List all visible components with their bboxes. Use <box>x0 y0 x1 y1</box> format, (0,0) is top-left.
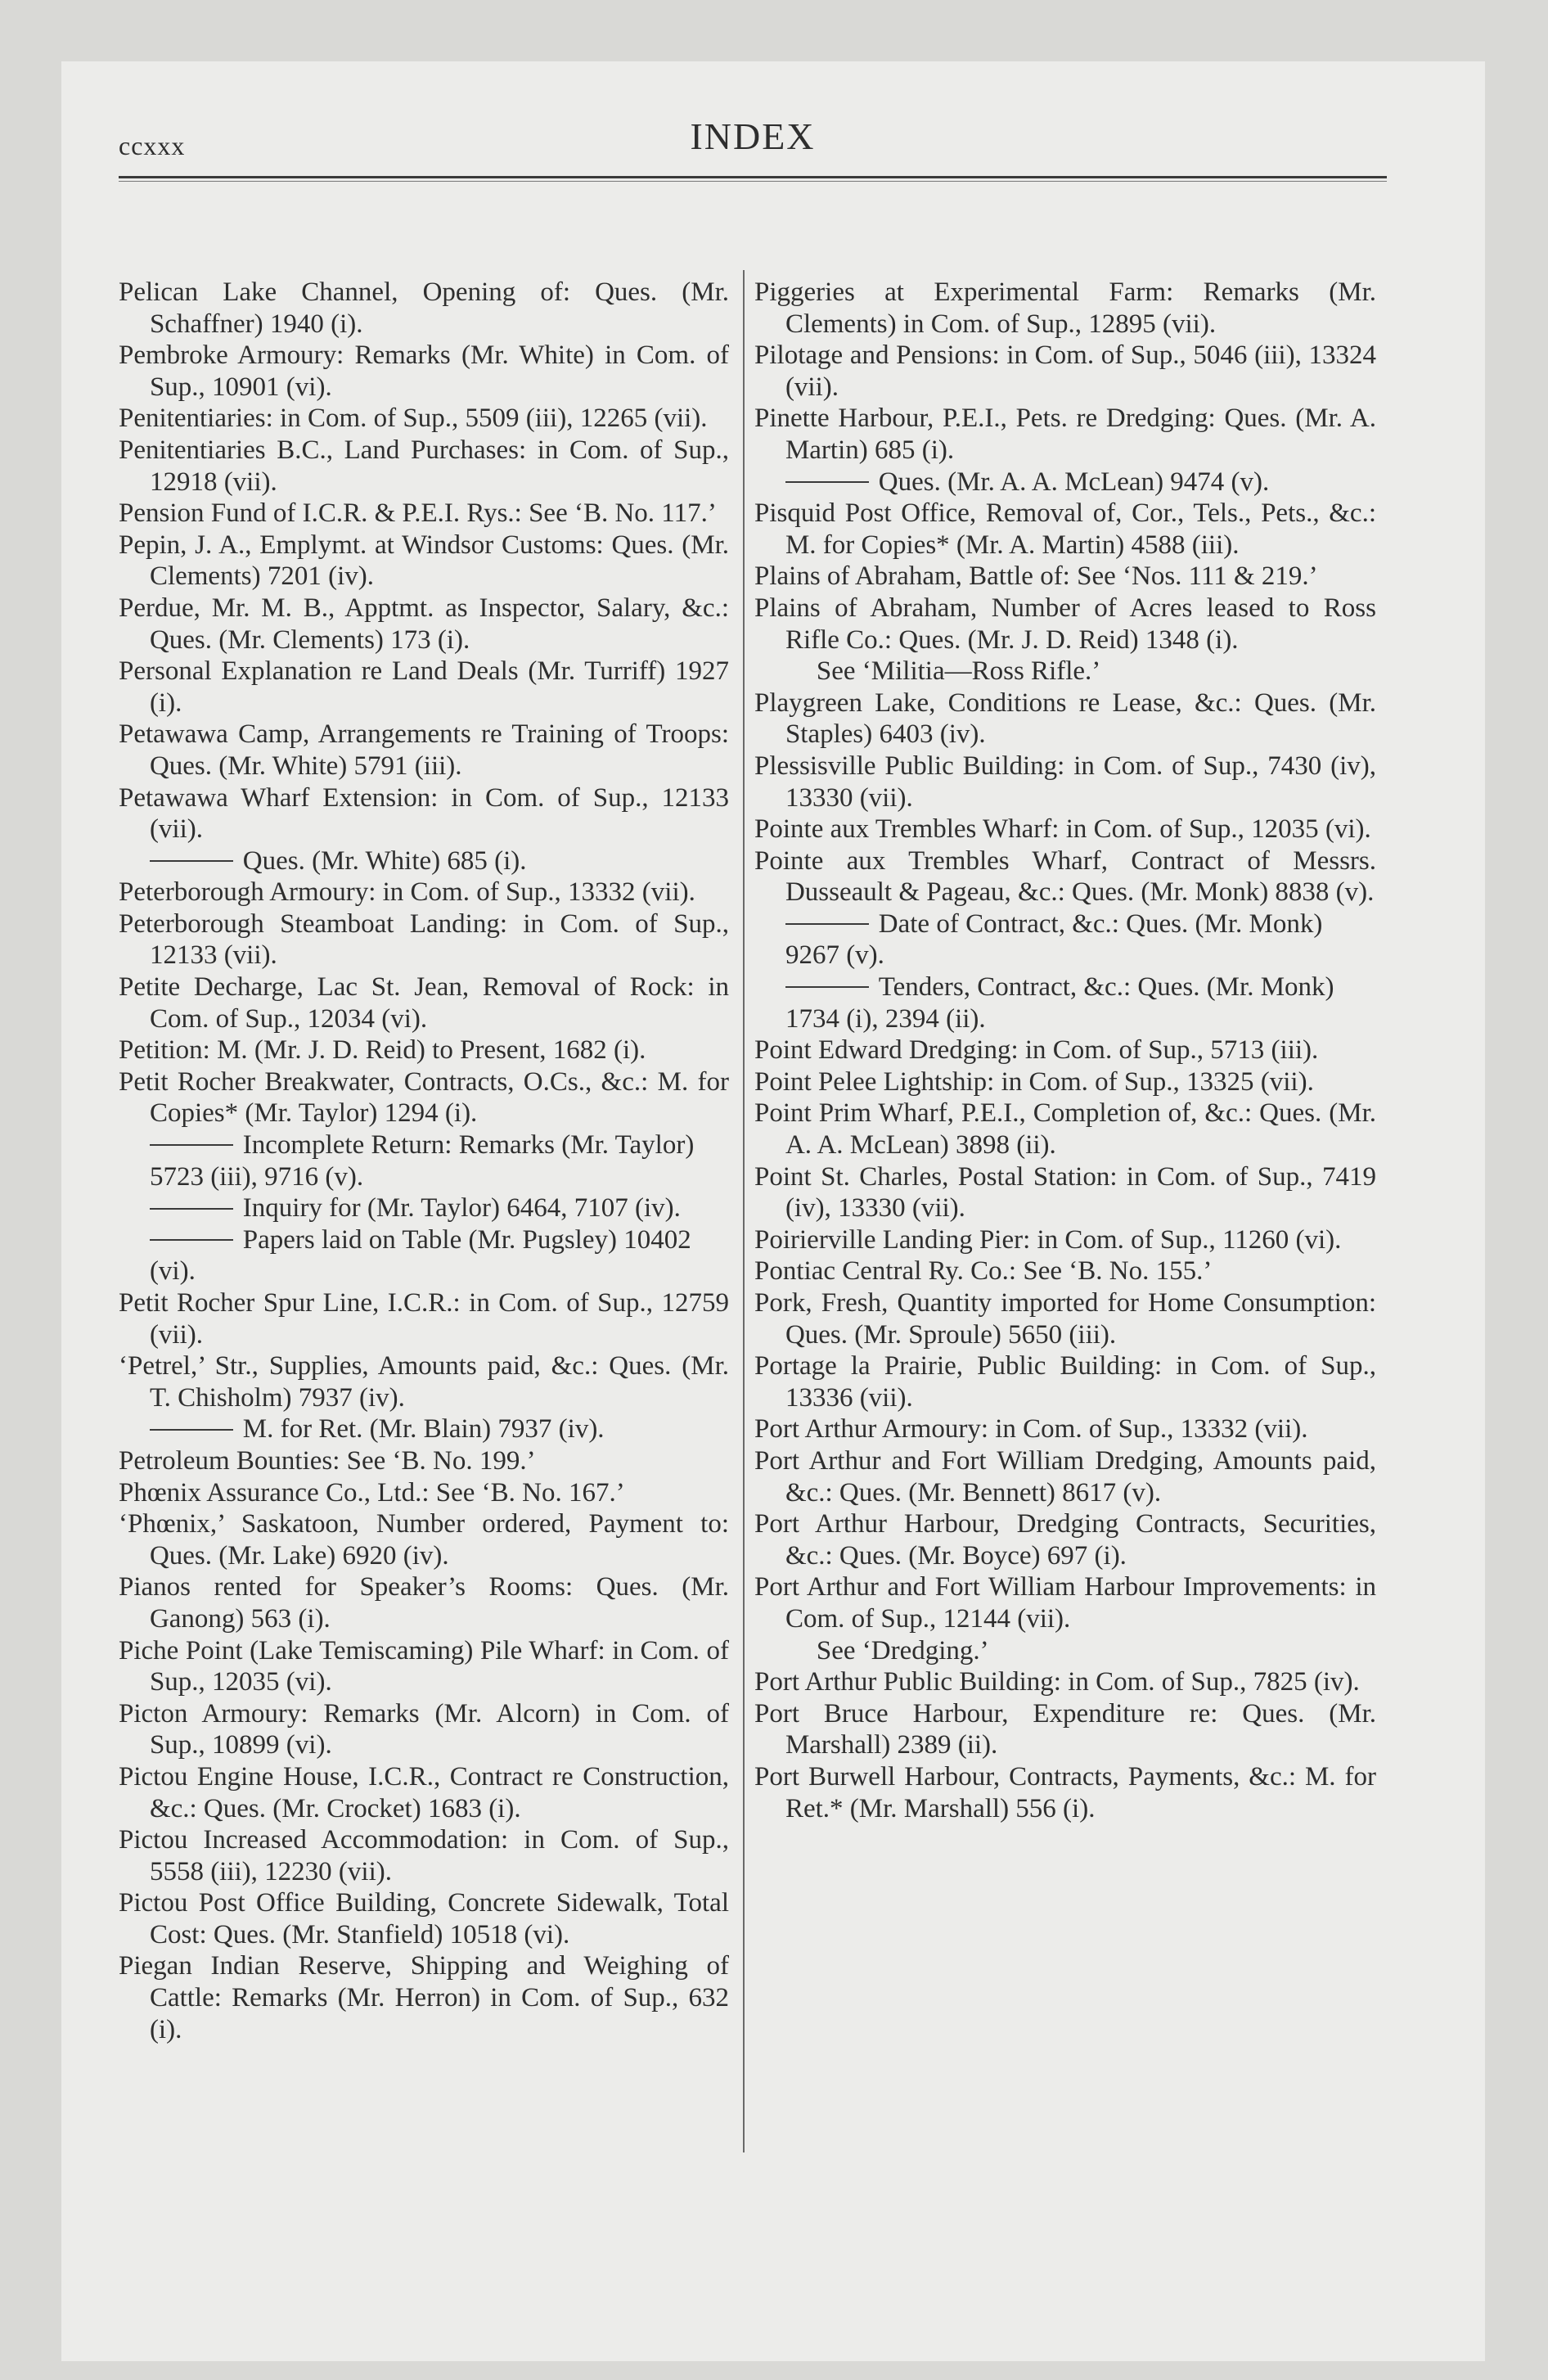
index-entry-text: Point St. Charles, Postal Station: in Com. of Sup., 7419 (iv), 13330 (vii). <box>754 1161 1376 1224</box>
index-entry-text: Poirierville Landing Pier: in Com. of Sup., 11260 (vi). <box>754 1224 1342 1255</box>
index-entry-text: Petroleum Bounties: See ‘B. No. 199.’ <box>119 1445 536 1476</box>
index-entry-text: Plains of Abraham, Battle of: See ‘Nos. 111 & 219.’ <box>754 561 1318 592</box>
index-entry <box>754 1508 1376 1571</box>
repeat-dash <box>150 1144 233 1146</box>
index-entry-text: Port Arthur and Fort William Harbour Improvements: in Com. of Sup., 12144 (vii). <box>754 1572 1376 1634</box>
index-entry-text: Papers laid on Table (Mr. Pugsley) 10402 (vi). <box>149 1224 691 1287</box>
index-entry-text: Petit Rocher Spur Line, I.C.R.: in Com. of Sup., 12759 (vii). <box>119 1288 729 1350</box>
index-entry-text: Penitentiaries B.C., Land Purchases: in Com. of Sup., 12918 (vii). <box>119 435 729 497</box>
index-column-right <box>754 277 1376 1824</box>
index-entry-text: Playgreen Lake, Conditions re Lease, &c.: Ques. (Mr. Staples) 6403 (iv). <box>754 687 1376 750</box>
index-entry-text: Port Arthur Armoury: in Com. of Sup., 13332 (vii). <box>754 1414 1308 1445</box>
page-header <box>119 115 1387 164</box>
index-entry <box>754 971 1376 1034</box>
repeat-dash <box>785 986 869 988</box>
index-entry-text: Ques. (Mr. A. A. McLean) 9474 (v). <box>878 467 1270 497</box>
index-entry <box>754 403 1376 466</box>
index-entry-text: ‘Phœnix,’ Saskatoon, Number ordered, Payment to: Ques. (Mr. Lake) 6920 (iv). <box>119 1509 729 1571</box>
index-entry-text: Port Arthur Public Building: in Com. of Sup., 7825 (iv). <box>754 1667 1360 1697</box>
index-entry <box>754 814 1376 845</box>
index-entry-text: Pictou Post Office Building, Concrete Sidewalk, Total Cost: Ques. (Mr. Stanfield) 10518 (vi). <box>119 1888 729 1950</box>
index-entry <box>119 435 729 498</box>
index-entry <box>754 1034 1376 1066</box>
header-rule <box>119 176 1387 178</box>
index-entry <box>119 1887 729 1950</box>
index-entry <box>119 1224 729 1287</box>
index-entry-text: Tenders, Contract, &c.: Ques. (Mr. Monk) 1734 (i), 2394 (ii). <box>785 972 1334 1034</box>
index-entry-text: Pension Fund of I.C.R. & P.E.I. Rys.: See ‘B. No. 117.’ <box>119 498 717 529</box>
index-entry <box>754 340 1376 403</box>
index-entry-text: Petawawa Wharf Extension: in Com. of Sup., 12133 (vii). <box>119 782 729 845</box>
index-entry-text: Petition: M. (Mr. J. D. Reid) to Present, 1682 (i). <box>119 1035 646 1066</box>
index-entry-text: Peterborough Steamboat Landing: in Com. of Sup., 12133 (vii). <box>119 908 729 971</box>
index-entry-text: M. for Ret. (Mr. Blain) 7937 (iv). <box>242 1414 605 1445</box>
index-entry-text: Peterborough Armoury: in Com. of Sup., 13332 (vii). <box>119 877 695 908</box>
index-entry <box>119 1287 729 1350</box>
index-entry-text: Perdue, Mr. M. B., Apptmt. as Inspector, Salary, &c.: Ques. (Mr. Clements) 173 (i). <box>119 593 729 655</box>
index-entry-text: Petit Rocher Breakwater, Contracts, O.Cs., &c.: M. for Copies* (Mr. Taylor) 1294 (i). <box>119 1066 729 1129</box>
index-entry <box>119 1445 729 1477</box>
index-entry <box>119 1350 729 1413</box>
index-entry <box>119 498 729 530</box>
index-entry-text: Point Pelee Lightship: in Com. of Sup., 13325 (vii). <box>754 1066 1314 1097</box>
index-entry-text: Pictou Increased Accommodation: in Com. of Sup., 5558 (iii), 12230 (vii). <box>119 1825 729 1886</box>
index-entry <box>119 1413 729 1445</box>
index-entry <box>754 1287 1376 1350</box>
repeat-dash <box>150 860 233 862</box>
index-entry <box>754 1698 1376 1761</box>
index-entry <box>119 656 729 719</box>
index-entry <box>119 877 729 908</box>
index-entry-text: Pointe aux Trembles Wharf, Contract of Messrs. Dusseault & Pageau, &c.: Ques. (Mr. Monk) 8838 (v). <box>754 845 1376 908</box>
index-entry-text: Petite Decharge, Lac St. Jean, Removal of Rock: in Com. of Sup., 12034 (vi). <box>119 972 729 1034</box>
index-entry <box>754 1161 1376 1224</box>
index-entry-text: Pork, Fresh, Quantity imported for Home Consumption: Ques. (Mr. Sproule) 5650 (iii). <box>754 1288 1376 1350</box>
index-entry <box>754 908 1376 971</box>
index-entry-text: Pelican Lake Channel, Opening of: Ques. (Mr. Schaffner) 1940 (i). <box>119 277 729 339</box>
index-entry-text: Petawawa Camp, Arrangements re Training of Troops: Ques. (Mr. White) 5791 (iii). <box>119 719 729 781</box>
index-entry <box>119 1950 729 2045</box>
index-entry-text: See ‘Militia—Ross Rifle.’ <box>816 656 1101 687</box>
index-entry-text: Pepin, J. A., Emplymt. at Windsor Customs: Ques. (Mr. Clements) 7201 (iv). <box>119 530 729 592</box>
index-column-left <box>119 277 729 2045</box>
index-entry <box>754 1571 1376 1634</box>
index-entry <box>754 1635 1376 1667</box>
index-entry-text: Piche Point (Lake Temiscaming) Pile Wharf: in Com. of Sup., 12035 (vi). <box>119 1635 729 1697</box>
index-entry-text: Port Arthur and Fort William Dredging, Amounts paid, &c.: Ques. (Mr. Bennett) 8617 (v). <box>754 1445 1376 1508</box>
index-entry-text: Pictou Engine House, I.C.R., Contract re Construction, &c.: Ques. (Mr. Crocket) 1683 (i). <box>119 1761 729 1823</box>
index-entry-text: Point Prim Wharf, P.E.I., Completion of, &c.: Ques. (Mr. A. A. McLean) 3898 (ii). <box>754 1098 1376 1161</box>
page-number: ccxxx <box>119 131 186 160</box>
index-entry-text: Point Edward Dredging: in Com. of Sup., 5713 (iii). <box>754 1035 1319 1066</box>
index-entry <box>754 561 1376 593</box>
index-entry <box>119 1761 729 1824</box>
column-divider <box>743 270 745 2152</box>
repeat-dash <box>150 1239 233 1241</box>
index-entry <box>754 277 1376 340</box>
repeat-dash <box>150 1208 233 1210</box>
index-entry-text: Personal Explanation re Land Deals (Mr. Turriff) 1927 (i). <box>119 656 729 718</box>
index-entry <box>119 1192 729 1224</box>
index-entry-text: Piggeries at Experimental Farm: Remarks (Mr. Clements) in Com. of Sup., 12895 (vii). <box>754 277 1376 339</box>
repeat-dash <box>785 923 869 925</box>
index-entry <box>119 845 729 877</box>
index-entry-text: Pianos rented for Speaker’s Rooms: Ques. (Mr. Ganong) 563 (i). <box>119 1572 729 1634</box>
index-entry-text: Incomplete Return: Remarks (Mr. Taylor) 5723 (iii), 9716 (v). <box>149 1130 695 1192</box>
index-entry-text: Pontiac Central Ry. Co.: See ‘B. No. 155.’ <box>754 1256 1213 1287</box>
index-entry <box>119 782 729 845</box>
index-entry <box>754 1098 1376 1161</box>
index-entry-text: Date of Contract, &c.: Ques. (Mr. Monk) 9267 (v). <box>785 908 1323 971</box>
index-entry <box>119 1698 729 1761</box>
index-entry <box>119 593 729 656</box>
repeat-dash <box>785 481 869 483</box>
index-entry <box>754 1761 1376 1824</box>
index-entry <box>119 971 729 1034</box>
index-entry-text: Penitentiaries: in Com. of Sup., 5509 (iii), 12265 (vii). <box>119 403 708 434</box>
repeat-dash <box>150 1429 233 1431</box>
index-entry <box>119 1066 729 1129</box>
index-entry <box>119 403 729 435</box>
index-entry-text: Phœnix Assurance Co., Ltd.: See ‘B. No. 167.’ <box>119 1477 625 1508</box>
index-entry <box>754 498 1376 561</box>
index-entry-text: See ‘Dredging.’ <box>816 1635 989 1666</box>
index-entry-text: Piegan Indian Reserve, Shipping and Weighing of Cattle: Remarks (Mr. Herron) in Com. of Sup., 632 (i). <box>119 1951 729 2044</box>
index-entry-text: Pembroke Armoury: Remarks (Mr. White) in Com. of Sup., 10901 (vi). <box>119 340 729 402</box>
index-entry-text: Pilotage and Pensions: in Com. of Sup., 5046 (iii), 13324 (vii). <box>754 340 1376 402</box>
index-entry <box>754 467 1376 498</box>
index-entry <box>754 593 1376 656</box>
index-entry <box>754 687 1376 751</box>
index-entry-text: Pisquid Post Office, Removal of, Cor., Tels., Pets., &c.: M. for Copies* (Mr. A. Martin) 4588 (iii). <box>754 498 1376 560</box>
index-entry-text: Portage la Prairie, Public Building: in Com. of Sup., 13336 (vii). <box>754 1351 1376 1413</box>
index-entry <box>754 1224 1376 1256</box>
index-entry <box>754 845 1376 908</box>
index-entry <box>119 530 729 593</box>
index-entry-text: Plains of Abraham, Number of Acres leased to Ross Rifle Co.: Ques. (Mr. J. D. Reid) 1348 (i). <box>754 593 1376 655</box>
index-entry <box>119 908 729 971</box>
index-entry-text: ‘Petrel,’ Str., Supplies, Amounts paid, &c.: Ques. (Mr. T. Chisholm) 7937 (iv). <box>119 1351 729 1413</box>
index-entry <box>119 1508 729 1571</box>
index-entry-text: Ques. (Mr. White) 685 (i). <box>242 845 527 876</box>
index-entry-text: Inquiry for (Mr. Taylor) 6464, 7107 (iv). <box>242 1193 681 1224</box>
index-entry <box>119 277 729 340</box>
index-entry <box>119 1129 729 1192</box>
index-entry <box>119 1824 729 1887</box>
index-entry-text: Picton Armoury: Remarks (Mr. Alcorn) in Com. of Sup., 10899 (vi). <box>119 1698 729 1760</box>
index-entry <box>754 1066 1376 1098</box>
index-entry-text: Pointe aux Trembles Wharf: in Com. of Sup., 12035 (vi). <box>754 814 1371 845</box>
index-entry <box>754 656 1376 687</box>
header-rule-thin <box>119 181 1387 182</box>
index-entry <box>119 340 729 403</box>
index-entry <box>754 1445 1376 1508</box>
index-entry <box>754 1666 1376 1698</box>
index-entry <box>119 1571 729 1634</box>
index-entry <box>119 719 729 782</box>
index-entry-text: Port Burwell Harbour, Contracts, Payments, &c.: M. for Ret.* (Mr. Marshall) 556 (i). <box>754 1761 1376 1823</box>
index-entry <box>119 1477 729 1509</box>
index-entry-text: Pinette Harbour, P.E.I., Pets. re Dredging: Ques. (Mr. A. Martin) 685 (i). <box>754 403 1376 465</box>
index-entry-text: Plessisville Public Building: in Com. of Sup., 7430 (iv), 13330 (vii). <box>754 751 1376 813</box>
index-entry <box>754 1413 1376 1445</box>
index-entry <box>119 1635 729 1698</box>
index-entry-text: Port Arthur Harbour, Dredging Contracts, Securities, &c.: Ques. (Mr. Boyce) 697 (i). <box>754 1509 1376 1571</box>
index-entry <box>754 1255 1376 1287</box>
index-entry-text: Port Bruce Harbour, Expenditure re: Ques. (Mr. Marshall) 2389 (ii). <box>754 1698 1376 1760</box>
index-entry <box>119 1034 729 1066</box>
index-entry <box>754 751 1376 814</box>
index-entry <box>754 1350 1376 1413</box>
page-title: INDEX <box>690 115 816 157</box>
